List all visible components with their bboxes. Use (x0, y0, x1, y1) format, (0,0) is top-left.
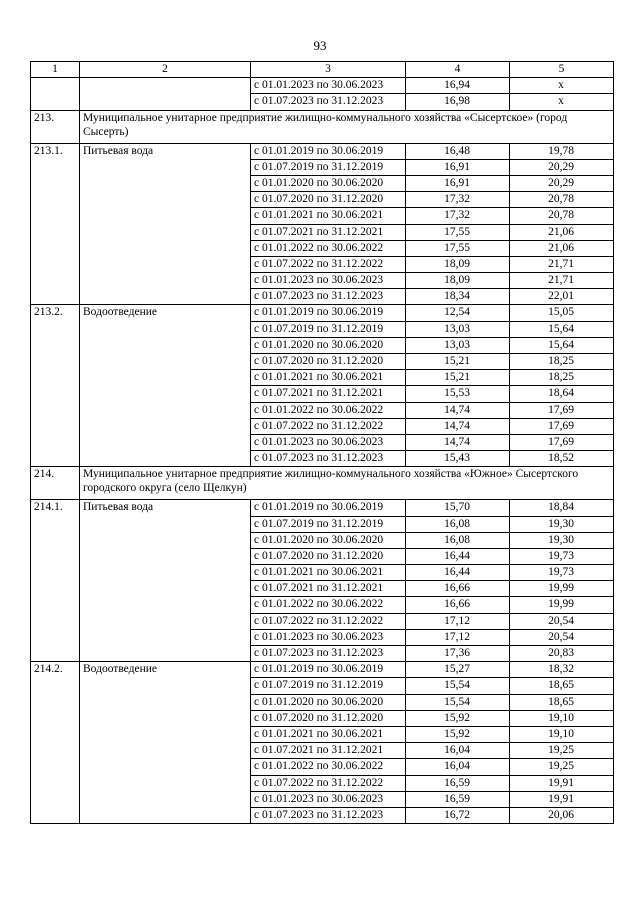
period-cell: с 01.01.2023 по 30.06.2023 (251, 434, 406, 450)
header-row (31, 62, 614, 78)
value-col5-cell: 19,25 (510, 759, 614, 775)
value-col5-cell: х (510, 94, 614, 110)
value-col4-cell: 15,21 (406, 370, 510, 386)
value-col4-cell: 18,09 (406, 273, 510, 289)
table-row (31, 143, 614, 159)
value-col5-cell: 17,69 (510, 434, 614, 450)
value-col4-cell: 16,98 (406, 94, 510, 110)
service-name: Питьевая вода (80, 143, 251, 305)
period-cell: с 01.07.2019 по 31.12.2019 (251, 516, 406, 532)
value-col4-cell: 14,74 (406, 402, 510, 418)
value-col4-cell: 15,54 (406, 694, 510, 710)
value-col5-cell: 20,29 (510, 159, 614, 175)
value-col5-cell: 19,73 (510, 548, 614, 564)
value-col4-cell: 18,09 (406, 256, 510, 272)
period-cell: с 01.01.2021 по 30.06.2021 (251, 370, 406, 386)
value-col5-cell: 20,78 (510, 208, 614, 224)
value-col5-cell: 18,65 (510, 694, 614, 710)
period-cell: с 01.07.2020 по 31.12.2020 (251, 192, 406, 208)
value-col4-cell: 16,91 (406, 175, 510, 191)
value-col4-cell: 15,92 (406, 726, 510, 742)
table-row (31, 78, 614, 94)
period-cell: с 01.07.2023 по 31.12.2023 (251, 646, 406, 662)
value-col4-cell: 17,55 (406, 224, 510, 240)
organization-name: Муниципальное унитарное предприятие жилищно-коммунального хозяйства «Южное» Сысертского городского округа (село Щелкун) (80, 467, 614, 500)
value-col5-cell: 19,91 (510, 775, 614, 791)
period-cell: с 01.07.2022 по 31.12.2022 (251, 775, 406, 791)
value-col4-cell: 17,12 (406, 629, 510, 645)
value-col4-cell: 16,66 (406, 581, 510, 597)
period-cell: с 01.01.2021 по 30.06.2021 (251, 565, 406, 581)
value-col4-cell: 16,04 (406, 743, 510, 759)
period-cell: с 01.07.2019 по 31.12.2019 (251, 159, 406, 175)
value-col4-cell: 15,54 (406, 678, 510, 694)
organization-number: 214. (31, 467, 80, 500)
value-col5-cell: 15,64 (510, 337, 614, 353)
value-col4-cell: 16,08 (406, 532, 510, 548)
value-col5-cell: 19,30 (510, 516, 614, 532)
service-number: 214.2. (31, 662, 80, 824)
value-col5-cell: 20,83 (510, 646, 614, 662)
value-col4-cell: 16,72 (406, 807, 510, 823)
period-cell: с 01.01.2020 по 30.06.2020 (251, 532, 406, 548)
value-col5-cell: 19,99 (510, 581, 614, 597)
period-cell: с 01.07.2021 по 31.12.2021 (251, 386, 406, 402)
service-name: Водоотведение (80, 662, 251, 824)
period-cell: с 01.01.2019 по 30.06.2019 (251, 662, 406, 678)
header-cell: 4 (406, 62, 510, 78)
value-col4-cell: 18,34 (406, 289, 510, 305)
value-col4-cell: 15,43 (406, 451, 510, 467)
period-cell: с 01.07.2023 по 31.12.2023 (251, 94, 406, 110)
organization-row (31, 467, 614, 500)
value-col5-cell: 19,91 (510, 791, 614, 807)
period-cell: с 01.01.2021 по 30.06.2021 (251, 208, 406, 224)
period-cell: с 01.01.2023 по 30.06.2023 (251, 791, 406, 807)
period-cell: с 01.07.2022 по 31.12.2022 (251, 256, 406, 272)
period-cell: с 01.07.2020 по 31.12.2020 (251, 354, 406, 370)
period-cell: с 01.07.2019 по 31.12.2019 (251, 678, 406, 694)
period-cell: с 01.01.2021 по 30.06.2021 (251, 726, 406, 742)
header-cell: 3 (251, 62, 406, 78)
value-col4-cell: 15,70 (406, 500, 510, 516)
period-cell: с 01.07.2023 по 31.12.2023 (251, 289, 406, 305)
empty-cell (31, 78, 80, 110)
value-col5-cell: 19,25 (510, 743, 614, 759)
value-col4-cell: 16,08 (406, 516, 510, 532)
value-col4-cell: 14,74 (406, 434, 510, 450)
value-col5-cell: 21,71 (510, 256, 614, 272)
value-col4-cell: 15,21 (406, 354, 510, 370)
value-col5-cell: 21,71 (510, 273, 614, 289)
value-col5-cell: 18,65 (510, 678, 614, 694)
period-cell: с 01.01.2022 по 30.06.2022 (251, 240, 406, 256)
period-cell: с 01.01.2020 по 30.06.2020 (251, 694, 406, 710)
value-col4-cell: 15,27 (406, 662, 510, 678)
value-col4-cell: 16,44 (406, 565, 510, 581)
period-cell: с 01.01.2023 по 30.06.2023 (251, 629, 406, 645)
value-col5-cell: 21,06 (510, 240, 614, 256)
value-col4-cell: 17,32 (406, 208, 510, 224)
value-col5-cell: 19,73 (510, 565, 614, 581)
value-col5-cell: 20,78 (510, 192, 614, 208)
table-row (31, 662, 614, 678)
period-cell: с 01.01.2019 по 30.06.2019 (251, 305, 406, 321)
service-number: 214.1. (31, 500, 80, 662)
value-col5-cell: 15,64 (510, 321, 614, 337)
tariff-table (30, 61, 614, 824)
period-cell: с 01.07.2023 по 31.12.2023 (251, 451, 406, 467)
tariff-table-body (31, 62, 614, 824)
value-col5-cell: 18,64 (510, 386, 614, 402)
value-col4-cell: 14,74 (406, 418, 510, 434)
value-col4-cell: 16,44 (406, 548, 510, 564)
table-row (31, 305, 614, 321)
value-col5-cell: 18,52 (510, 451, 614, 467)
value-col4-cell: 12,54 (406, 305, 510, 321)
service-name: Питьевая вода (80, 500, 251, 662)
value-col4-cell: 16,94 (406, 78, 510, 94)
value-col4-cell: 15,92 (406, 710, 510, 726)
period-cell: с 01.07.2022 по 31.12.2022 (251, 418, 406, 434)
period-cell: с 01.01.2023 по 30.06.2023 (251, 78, 406, 94)
value-col4-cell: 16,59 (406, 775, 510, 791)
organization-row (31, 110, 614, 143)
organization-name: Муниципальное унитарное предприятие жилищно-коммунального хозяйства «Сысертское» (город Сысерть) (80, 110, 614, 143)
value-col4-cell: 17,36 (406, 646, 510, 662)
period-cell: с 01.07.2021 по 31.12.2021 (251, 224, 406, 240)
value-col5-cell: 20,29 (510, 175, 614, 191)
header-cell: 2 (80, 62, 251, 78)
value-col5-cell: 22,01 (510, 289, 614, 305)
value-col5-cell: 19,99 (510, 597, 614, 613)
value-col5-cell: 18,25 (510, 370, 614, 386)
period-cell: с 01.07.2023 по 31.12.2023 (251, 807, 406, 823)
page-number: 93 (313, 38, 327, 53)
value-col4-cell: 17,55 (406, 240, 510, 256)
value-col5-cell: х (510, 78, 614, 94)
period-cell: с 01.01.2019 по 30.06.2019 (251, 500, 406, 516)
value-col5-cell: 20,06 (510, 807, 614, 823)
value-col5-cell: 17,69 (510, 418, 614, 434)
value-col5-cell: 19,30 (510, 532, 614, 548)
service-number: 213.1. (31, 143, 80, 305)
value-col5-cell: 19,10 (510, 726, 614, 742)
period-cell: с 01.07.2021 по 31.12.2021 (251, 743, 406, 759)
value-col5-cell: 17,69 (510, 402, 614, 418)
empty-cell (80, 78, 251, 110)
value-col5-cell: 20,54 (510, 613, 614, 629)
value-col5-cell: 18,32 (510, 662, 614, 678)
value-col5-cell: 19,78 (510, 143, 614, 159)
value-col4-cell: 13,03 (406, 337, 510, 353)
value-col5-cell: 18,84 (510, 500, 614, 516)
value-col4-cell: 16,91 (406, 159, 510, 175)
value-col5-cell: 19,10 (510, 710, 614, 726)
period-cell: с 01.01.2020 по 30.06.2020 (251, 175, 406, 191)
value-col4-cell: 15,53 (406, 386, 510, 402)
value-col5-cell: 20,54 (510, 629, 614, 645)
period-cell: с 01.07.2019 по 31.12.2019 (251, 321, 406, 337)
value-col4-cell: 16,48 (406, 143, 510, 159)
period-cell: с 01.01.2022 по 30.06.2022 (251, 402, 406, 418)
period-cell: с 01.01.2023 по 30.06.2023 (251, 273, 406, 289)
header-cell: 5 (510, 62, 614, 78)
period-cell: с 01.07.2020 по 31.12.2020 (251, 548, 406, 564)
service-name: Водоотведение (80, 305, 251, 467)
period-cell: с 01.01.2019 по 30.06.2019 (251, 143, 406, 159)
service-number: 213.2. (31, 305, 80, 467)
value-col4-cell: 17,32 (406, 192, 510, 208)
period-cell: с 01.01.2022 по 30.06.2022 (251, 759, 406, 775)
header-cell: 1 (31, 62, 80, 78)
value-col5-cell: 15,05 (510, 305, 614, 321)
value-col4-cell: 16,66 (406, 597, 510, 613)
value-col4-cell: 17,12 (406, 613, 510, 629)
period-cell: с 01.07.2022 по 31.12.2022 (251, 613, 406, 629)
table-row (31, 500, 614, 516)
period-cell: с 01.01.2022 по 30.06.2022 (251, 597, 406, 613)
value-col4-cell: 16,59 (406, 791, 510, 807)
period-cell: с 01.01.2020 по 30.06.2020 (251, 337, 406, 353)
organization-number: 213. (31, 110, 80, 143)
value-col4-cell: 13,03 (406, 321, 510, 337)
value-col4-cell: 16,04 (406, 759, 510, 775)
value-col5-cell: 18,25 (510, 354, 614, 370)
period-cell: с 01.07.2020 по 31.12.2020 (251, 710, 406, 726)
period-cell: с 01.07.2021 по 31.12.2021 (251, 581, 406, 597)
value-col5-cell: 21,06 (510, 224, 614, 240)
